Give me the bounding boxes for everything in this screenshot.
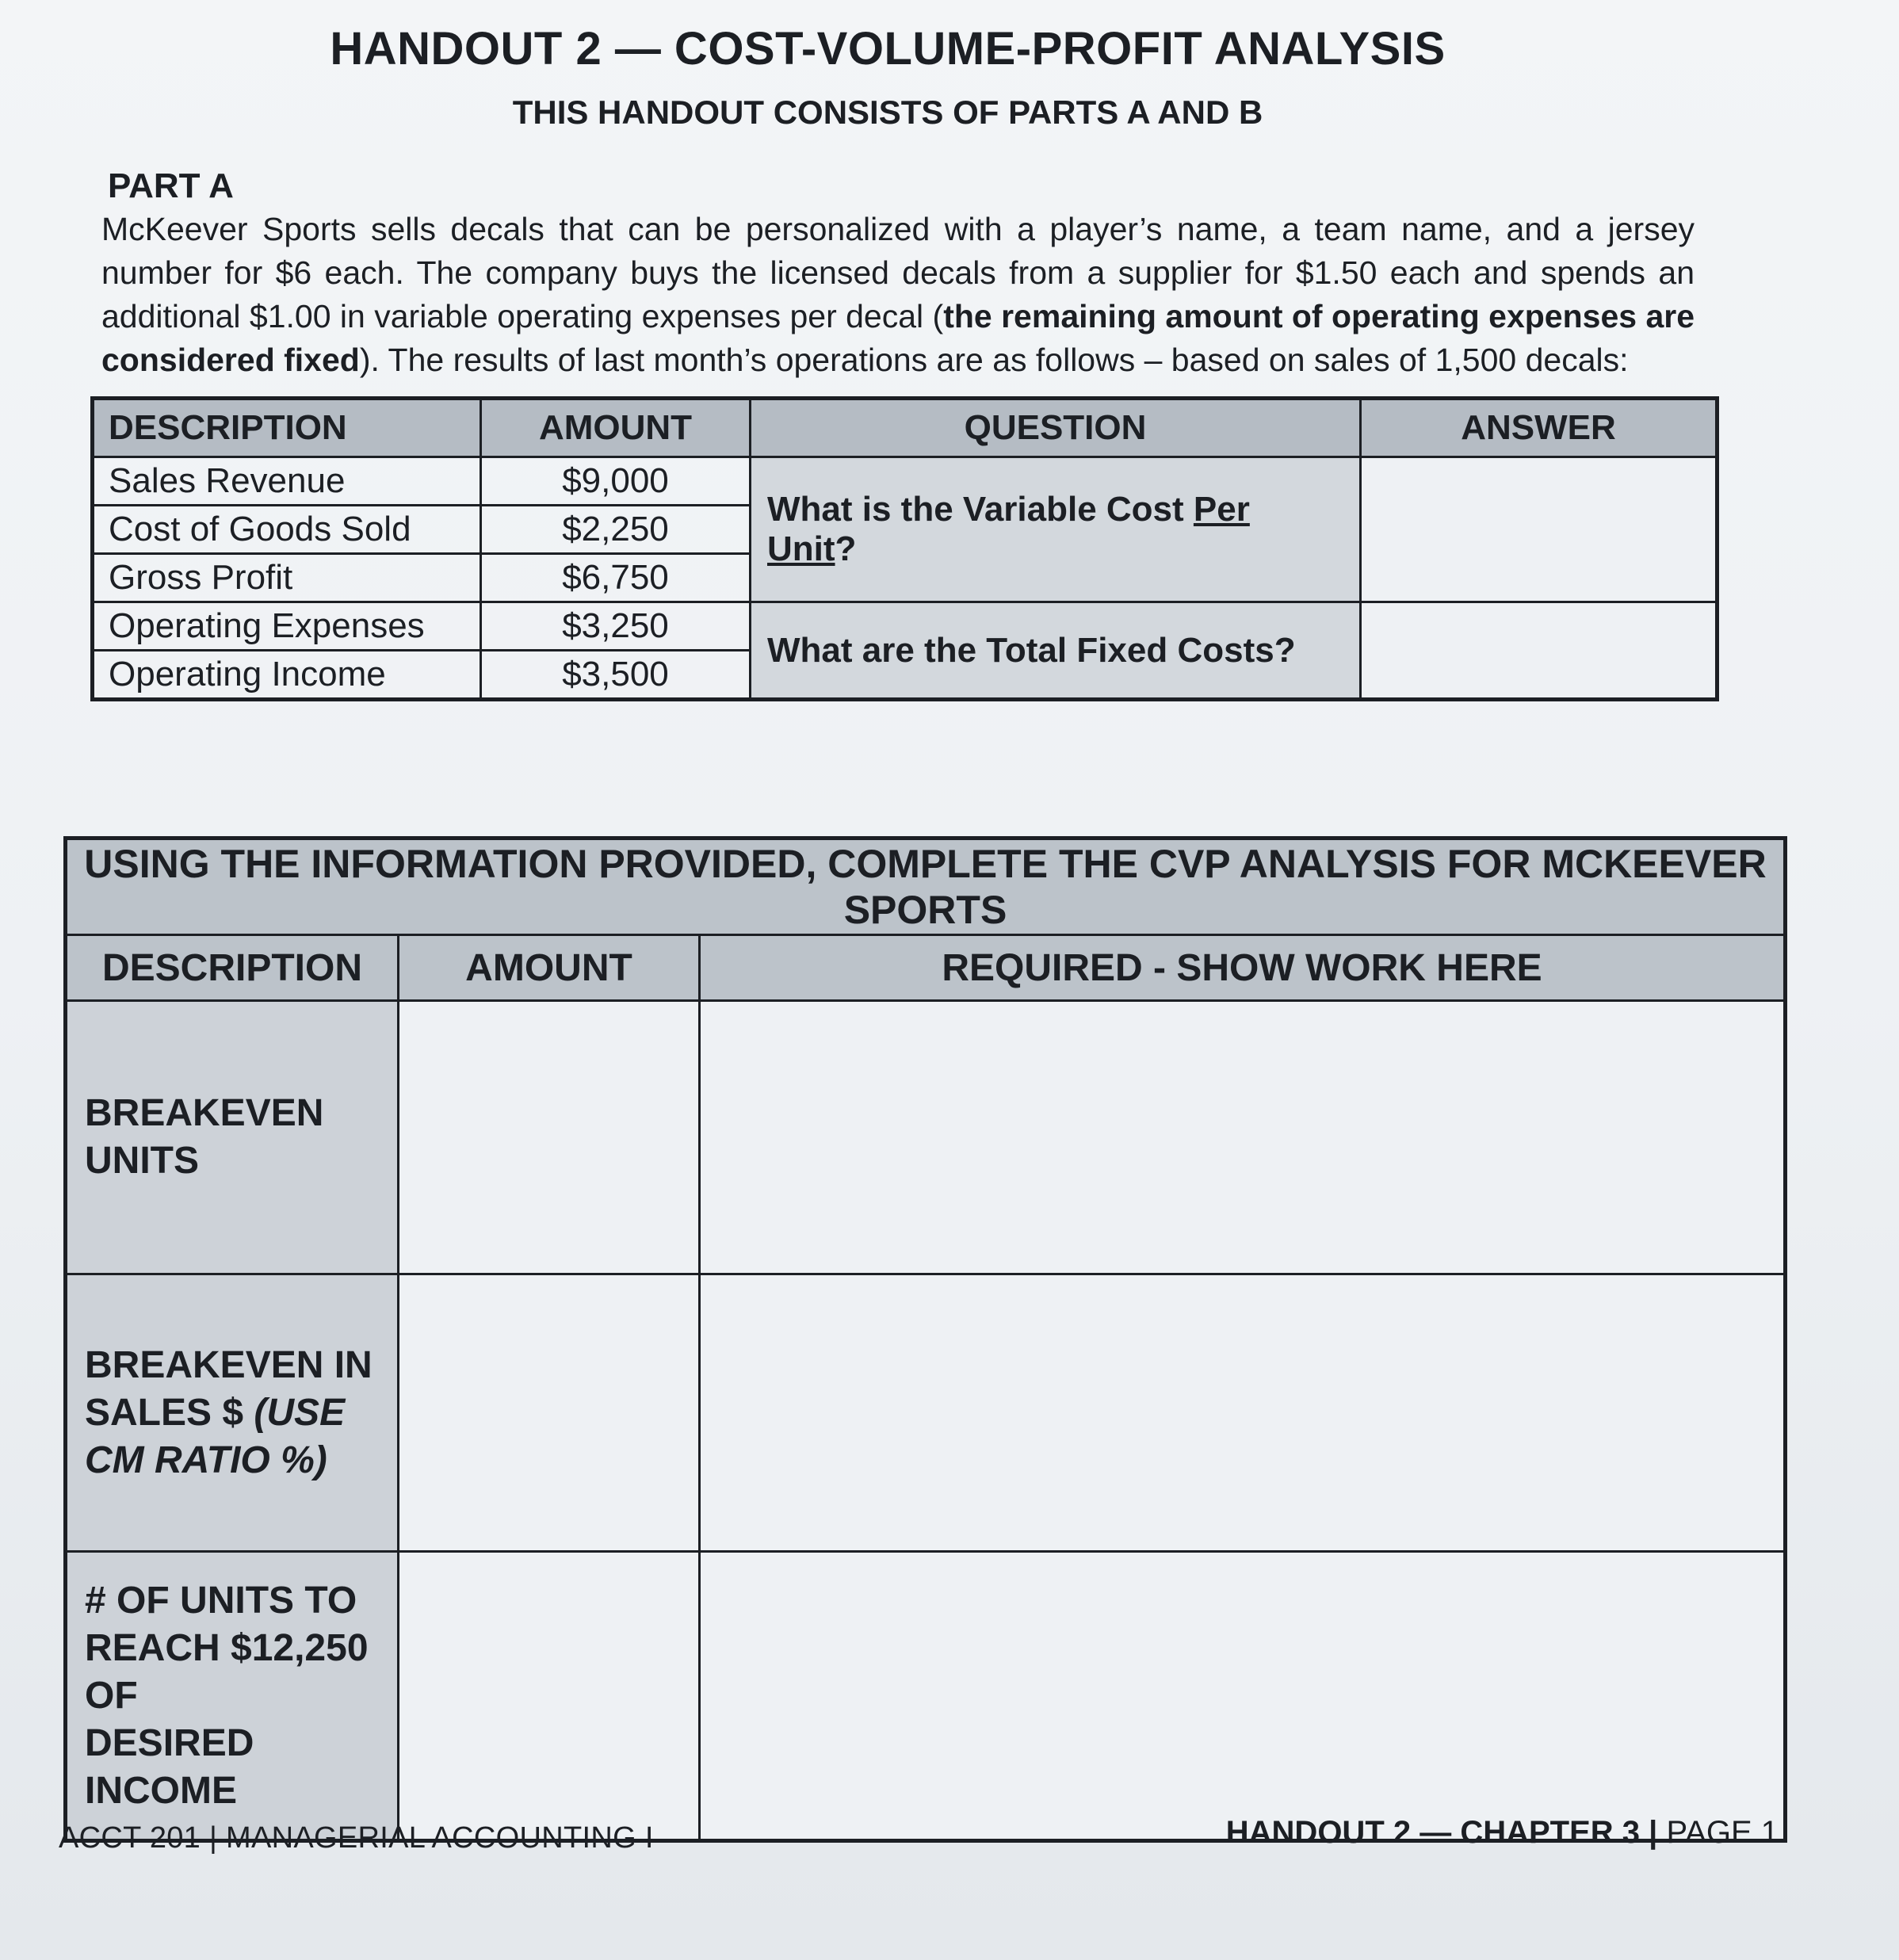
cvp-label-desired-income <box>66 1552 399 1841</box>
cvp-label-breakeven-sales <box>66 1274 399 1552</box>
work-cell[interactable] <box>700 1274 1786 1552</box>
answer-fixed-costs[interactable] <box>1361 602 1718 700</box>
cvp-banner-row <box>66 839 1786 935</box>
cvp-header-description: DESCRIPTION <box>66 935 399 1001</box>
amount-cell[interactable] <box>399 1274 700 1552</box>
label-line <box>85 1389 380 1484</box>
label-italic: (USE CM RATIO %) <box>85 1391 346 1481</box>
income-statement-table <box>90 396 1719 701</box>
paragraph-text-bold: the remaining amount of operating expenses are considered fixed <box>101 298 1695 378</box>
paragraph-text-end: ). The results of last month’s operations are as follows – based on sales of 1,500 decals: <box>359 342 1629 378</box>
row-amount: $3,250 <box>481 602 751 651</box>
page-title: HANDOUT 2 — COST-VOLUME-PROFIT ANALYSIS <box>330 23 1446 75</box>
row-description: Operating Income <box>93 651 481 700</box>
footer-page-info <box>1226 1815 1779 1851</box>
cvp-header-row <box>66 935 1786 1001</box>
table-row <box>66 1274 1786 1552</box>
footer-chapter: HANDOUT 2 — CHAPTER 3 | <box>1225 1815 1667 1850</box>
header-question: QUESTION <box>751 399 1361 457</box>
page-subtitle: THIS HANDOUT CONSISTS OF PARTS A AND B <box>512 94 1263 131</box>
label-line: BREAKEVEN <box>85 1092 324 1134</box>
row-amount: $6,750 <box>481 554 751 602</box>
question-emphasis: Per Unit <box>767 490 1250 568</box>
part-a-paragraph <box>101 208 1695 382</box>
answer-variable-cost[interactable] <box>1361 457 1718 602</box>
row-description: Operating Expenses <box>93 602 481 651</box>
part-a-heading: PART A <box>108 166 234 205</box>
cvp-banner: USING THE INFORMATION PROVIDED, COMPLETE THE CVP ANALYSIS FOR MCKEEVER SPORTS <box>66 839 1786 935</box>
cvp-header-amount: AMOUNT <box>399 935 700 1001</box>
question-variable-cost <box>751 457 1361 602</box>
amount-cell[interactable] <box>399 1552 700 1841</box>
row-amount: $2,250 <box>481 506 751 554</box>
table-row <box>93 602 1718 651</box>
work-cell[interactable] <box>700 1001 1786 1274</box>
cvp-label-breakeven-units <box>66 1001 399 1274</box>
cvp-header-work: REQUIRED - SHOW WORK HERE <box>700 935 1786 1001</box>
amount-cell[interactable] <box>399 1001 700 1274</box>
header-amount: AMOUNT <box>481 399 751 457</box>
label-line: # OF UNITS TO <box>85 1579 357 1622</box>
table-row <box>66 1552 1786 1841</box>
header-answer: ANSWER <box>1361 399 1718 457</box>
label-line: UNITS <box>85 1140 199 1182</box>
question-text: What is the Variable Cost <box>767 490 1194 529</box>
question-suffix: ? <box>835 529 857 568</box>
row-amount: $3,500 <box>481 651 751 700</box>
cvp-analysis-table <box>63 836 1787 1843</box>
question-fixed-costs: What are the Total Fixed Costs? <box>751 602 1361 700</box>
footer-course: ACCT 201 | MANAGERIAL ACCOUNTING I <box>59 1821 654 1855</box>
row-amount: $9,000 <box>481 457 751 506</box>
work-cell[interactable] <box>700 1552 1786 1841</box>
table-header-row <box>93 399 1718 457</box>
label-line: BREAKEVEN IN <box>85 1343 373 1386</box>
row-description: Cost of Goods Sold <box>93 506 481 554</box>
table-row <box>66 1001 1786 1274</box>
label-text: SALES $ <box>85 1391 254 1434</box>
paragraph-text-start: McKeever Sports sells decals that can be personalized with a player’s name, a team name, and a jersey number for $6 each. The company buys the licensed decals from a supplier for $1.50 each and spends an additional $1.00 in variable operating expenses per decal ( <box>101 211 1695 334</box>
row-description: Gross Profit <box>93 554 481 602</box>
label-line: DESIRED INCOME <box>85 1721 254 1812</box>
footer-page-number: PAGE 1 <box>1666 1815 1779 1850</box>
row-description: Sales Revenue <box>93 457 481 506</box>
label-line: REACH $12,250 OF <box>85 1626 369 1717</box>
table-row <box>93 457 1718 506</box>
header-description: DESCRIPTION <box>93 399 481 457</box>
